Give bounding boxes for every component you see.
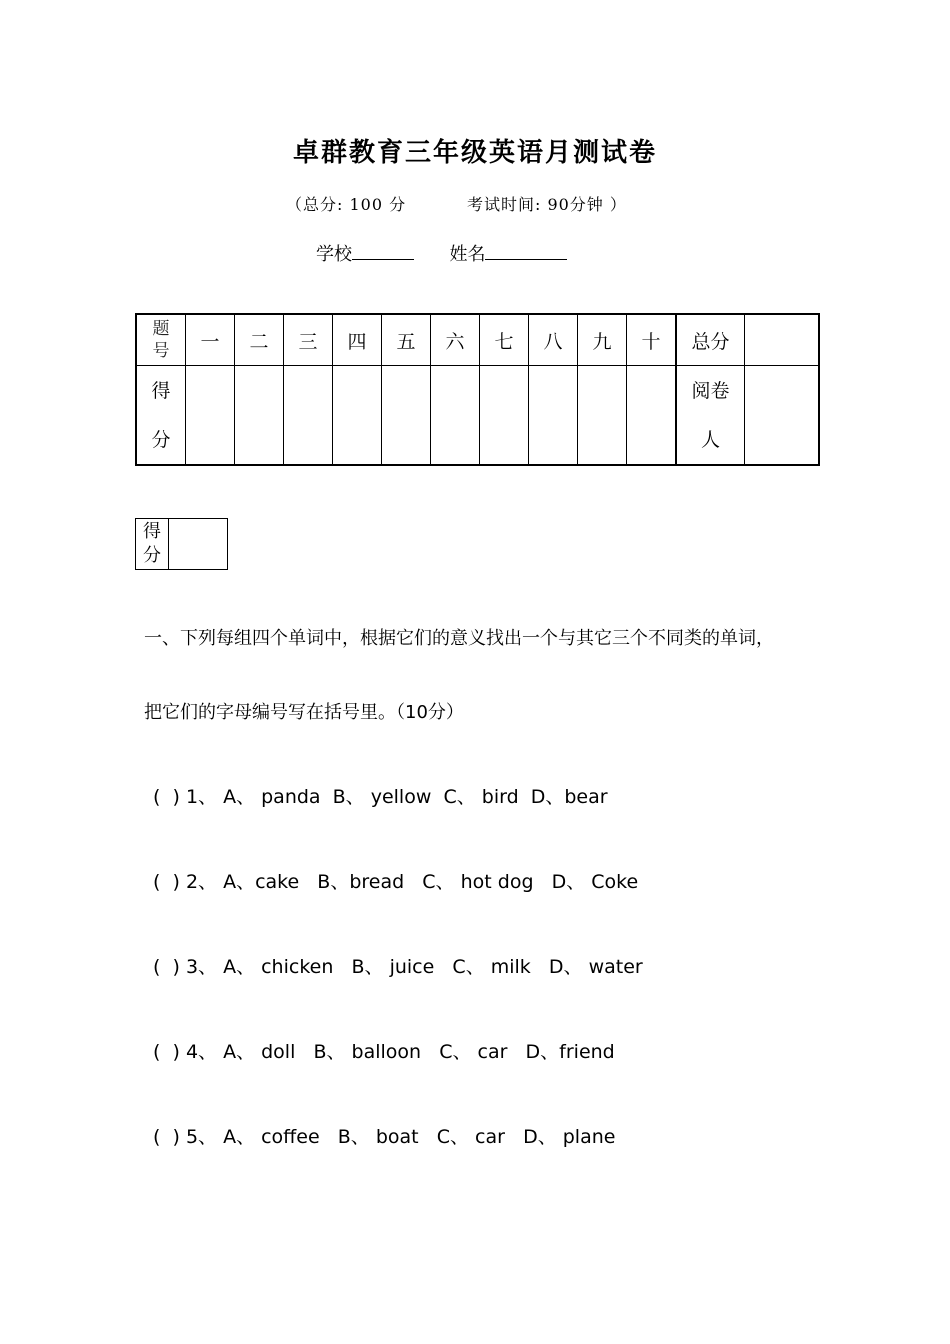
section-score-cell[interactable]	[169, 519, 228, 570]
score-cell-9[interactable]	[578, 366, 627, 466]
question-3: ( ) 3、 A、 chicken B、 juice C、 milk D、 water	[153, 956, 643, 978]
score-table	[135, 313, 820, 466]
school-label: 学校	[316, 244, 352, 265]
score-cell-2[interactable]	[235, 366, 284, 466]
student-info-line	[316, 240, 567, 266]
name-label: 姓名	[449, 244, 486, 265]
col-header-4: 四	[333, 314, 382, 366]
question-2: ( ) 2、 A、cake B、bread C、 hot dog D、 Coke	[153, 871, 639, 893]
reviewer-cell[interactable]	[745, 366, 820, 466]
name-field[interactable]	[485, 241, 567, 260]
section1-instruction-line1: 一、下列每组四个单词中，根据它们的意义找出一个与其它三个不同类的单词，	[144, 628, 774, 649]
col-header-3: 三	[284, 314, 333, 366]
exam-title: 卓群教育三年级英语月测试卷	[292, 138, 657, 168]
score-cell-6[interactable]	[431, 366, 480, 466]
score-cell-7[interactable]	[480, 366, 529, 466]
col-header-1: 一	[186, 314, 235, 366]
total-value-cell[interactable]	[745, 314, 820, 366]
col-header-8: 八	[529, 314, 578, 366]
total-header: 总分	[676, 314, 745, 366]
score-cell-5[interactable]	[382, 366, 431, 466]
section1-instruction-line2: 把它们的字母编号写在括号里。（10分）	[144, 702, 464, 723]
question-5: ( ) 5、 A、 coffee B、 boat C、 car D、 plane	[153, 1126, 616, 1148]
section-score-box	[135, 518, 228, 570]
score-cell-3[interactable]	[284, 366, 333, 466]
score-row-label: 得 分	[136, 366, 186, 466]
section-score-label: 得分	[136, 519, 169, 570]
col-header-2: 二	[235, 314, 284, 366]
reviewer-label: 阅卷 人	[676, 366, 745, 466]
col-header-7: 七	[480, 314, 529, 366]
col-header-6: 六	[431, 314, 480, 366]
exam-subtitle: （总分: 100 分 考试时间: 90分钟 ）	[286, 195, 627, 214]
col-header-10: 十	[627, 314, 677, 366]
question-4: ( ) 4、 A、 doll B、 balloon C、 car D、friend	[153, 1041, 615, 1063]
score-cell-1[interactable]	[186, 366, 235, 466]
question-number-header: 题号	[136, 314, 186, 366]
col-header-5: 五	[382, 314, 431, 366]
score-cell-8[interactable]	[529, 366, 578, 466]
col-header-9: 九	[578, 314, 627, 366]
school-field[interactable]	[352, 241, 414, 260]
question-1: ( ) 1、 A、 panda B、 yellow C、 bird D、bear	[153, 786, 608, 808]
score-cell-10[interactable]	[627, 366, 677, 466]
score-cell-4[interactable]	[333, 366, 382, 466]
